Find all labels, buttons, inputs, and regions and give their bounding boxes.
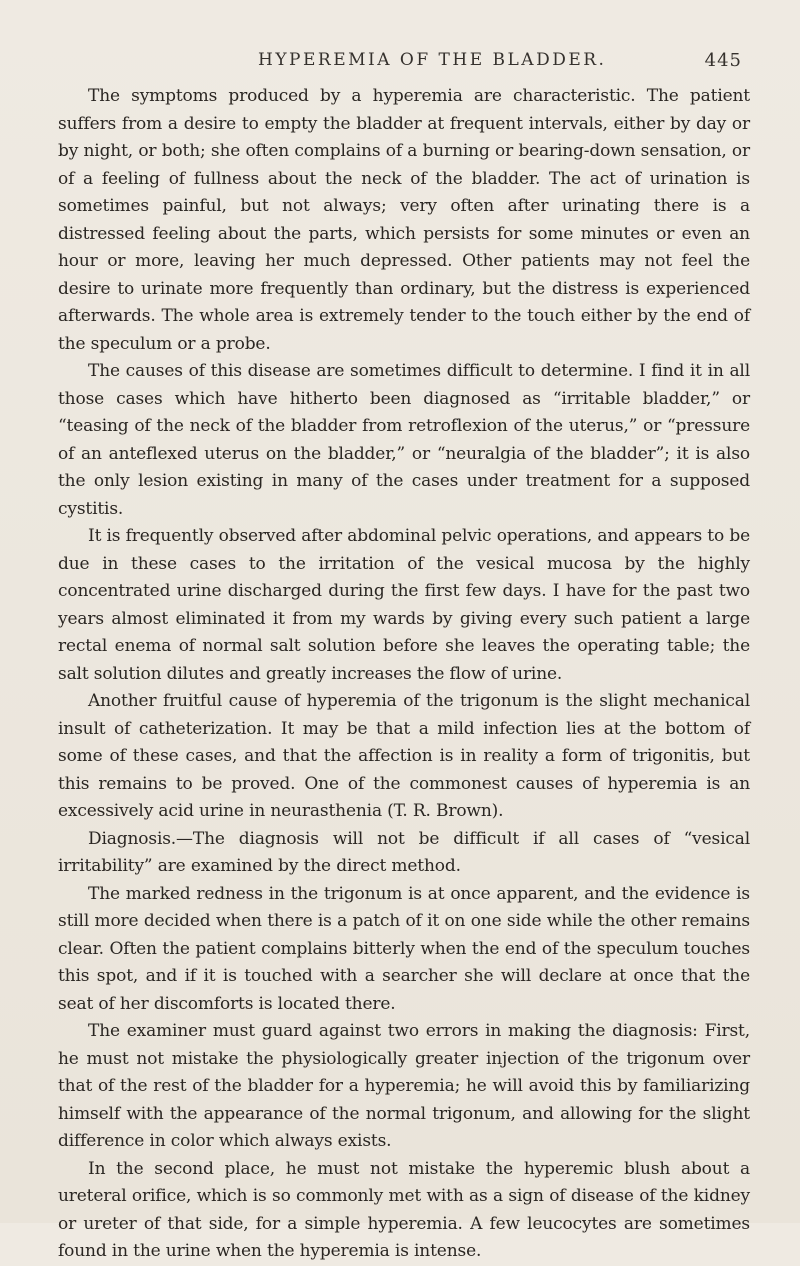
paragraph-catheterization: Another fruitful cause of hyperemia of the trigonum is the slight mechanical insult of catheterization. It may be that a mild infection lies at the bottom of some of these cases, and that the affection is in reality a form of trigonitis, but this remains to be proved. One of the commonest causes of hyperemia is an excessively acid urine in neurasthenia (T. R. Brown).	[58, 691, 750, 821]
paragraph-first-error: The examiner must guard against two errors in making the diagnosis: First, he must not mistake the physiologically greater injection of the trigonum over that of the rest of the bladder for a hyperemia; he will avoid this by familiarizing himself with the appearance of the normal trigonum, and allowing for the slight difference in color which always exists.	[58, 1021, 750, 1151]
body-text	[58, 83, 750, 1266]
running-title: HYPEREMIA OF THE BLADDER.	[258, 50, 607, 70]
paragraph-causes: The causes of this disease are sometimes difficult to determine. I find it in all those cases which have hitherto been diagnosed as “irritable bladder,” or “teasing of the neck of the bladder from retroflexion of the uterus,” or “pressure of an anteflexed uterus on the bladder,” or “neuralgia of the bladder”; it is also the only lesion existing in many of the cases under treatment for a supposed cystitis.	[58, 361, 750, 519]
paragraph-postoperative: It is frequently observed after abdominal pelvic operations, and appears to be due in these cases to the irritation of the vesical mucosa by the highly concentrated urine discharged during the first few days. I have for the past two years almost eliminated it from my wards by giving every such patient a large rectal enema of normal salt solution before she leaves the operating table; the salt solution dilutes and greatly increases the flow of urine.	[58, 526, 750, 684]
paragraph-second-error: In the second place, he must not mistake the hyperemic blush about a ureteral orifice, which is so commonly met with as a sign of disease of the kidney or ureter of that side, for a simple hyperemia. A few leucocytes are sometimes found in the urine when the hyperemia is intense.	[58, 1158, 750, 1261]
running-head	[58, 50, 742, 76]
page-number: 445	[704, 50, 742, 71]
paragraph-symptoms: The symptoms produced by a hyperemia are characteristic. The patient suffers from a desire to empty the bladder at frequent intervals, either by day or by night, or both; she often complains of a burning or bearing-down sensation, or of a feeling of fullness about the neck of the bladder. The act of urination is sometimes painful, but not always; very often after urinating there is a distressed feeling about the parts, which persists for some minutes or even an hour or more, leaving her much depressed. Other patients may not feel the desire to urinate more frequently than ordinary, but the distress is experienced afterwards. The whole area is extremely tender to the touch either by the end of the speculum or a probe.	[58, 86, 750, 354]
paragraph-diagnosis: Diagnosis.—The diagnosis will not be difficult if all cases of “vesical irritability” are examined by the direct method.	[58, 828, 750, 876]
paragraph-redness: The marked redness in the trigonum is at once apparent, and the evidence is still more decided when there is a patch of it on one side while the other remains clear. Often the patient complains bitterly when the end of the speculum touches this spot, and if it is touched with a searcher she will declare at once that the seat of her discomforts is located there.	[58, 883, 750, 1014]
